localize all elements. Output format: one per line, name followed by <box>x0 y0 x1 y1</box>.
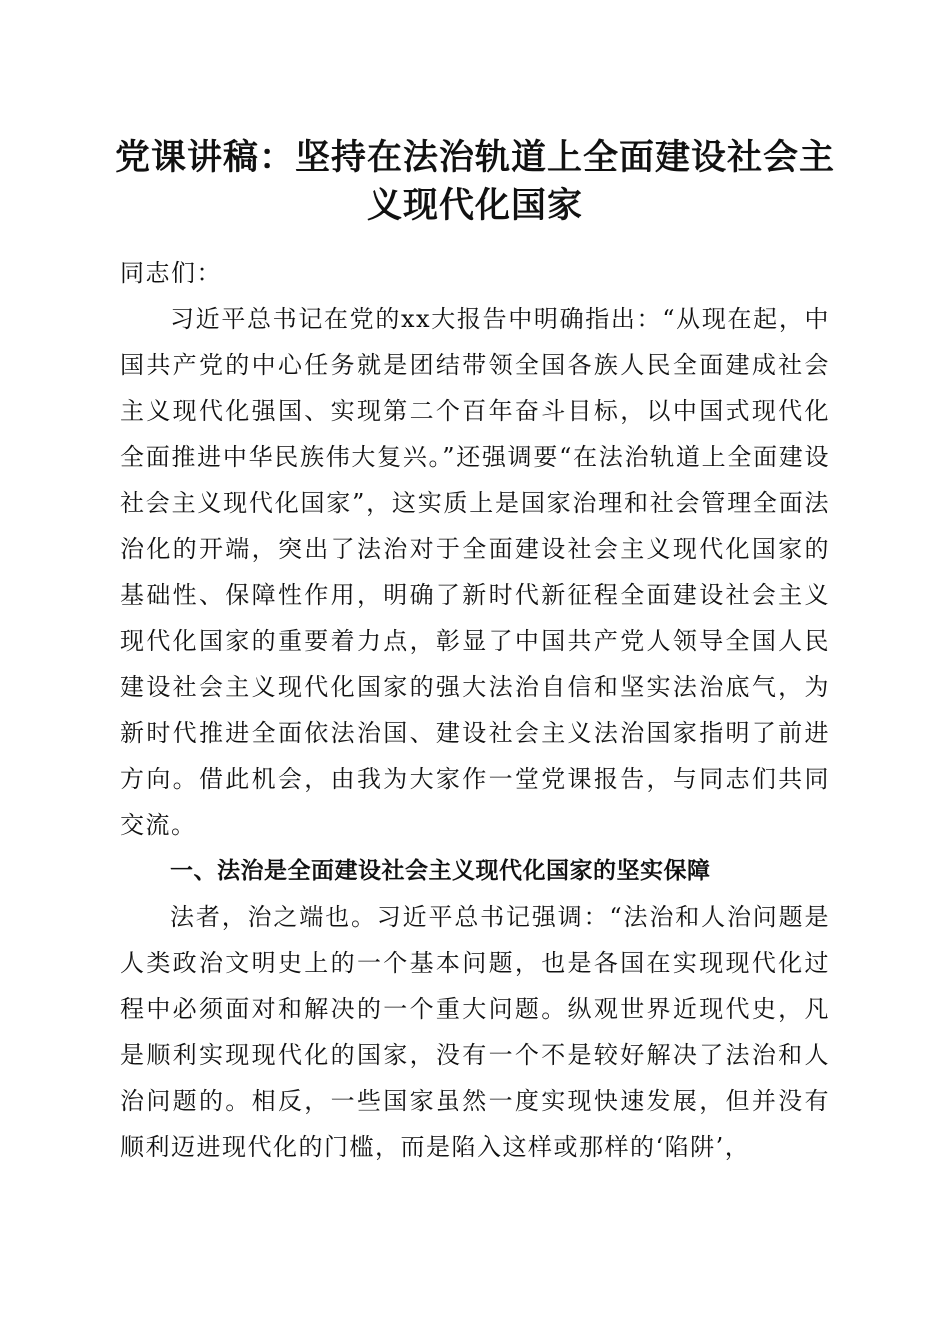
salutation: 同志们： <box>120 259 222 287</box>
paragraph-intro: 习近平总书记在党的xx大报告中明确指出：“从现在起，中国共产党的中心任务就是团结带领全国各族人民全面建成社会主义现代化强国、实现第二个百年奋斗目标，以中国式现代化全面推进中华民族伟大复兴。”还强调要“在法治轨道上全面建设社会主义现代化国家”，这实质上是国家治理和社会管理全面法治化的开端，突出了法治对于全面建设社会主义现代化国家的基础性、保障性作用，明确了新时代新征程全面建设社会主义现代化国家的重要着力点，彰显了中国共产党人领导全国人民建设社会主义现代化国家的强大法治自信和坚实法治底气，为新时代推进全面依法治国、建设社会主义法治国家指明了前进方向。借此机会，由我为大家作一堂党课报告，与同志们共同交流。 <box>120 305 830 839</box>
paragraph-section-1: 法者，治之端也。习近平总书记强调：“法治和人治问题是人类政治文明史上的一个基本问题，也是各国在实现现代化过程中必须面对和解决的一个重大问题。纵观世界近现代史，凡是顺利实现现代化的国家，没有一个不是较好解决了法治和人治问题的。相反，一些国家虽然一度实现快速发展，但并没有顺利迈进现代化的门槛，而是陷入这样或那样的‘陷阱’， <box>120 903 830 1161</box>
section-heading-1: 一、法治是全面建设社会主义现代化国家的坚实保障 <box>170 858 711 884</box>
document-title: 党课讲稿：坚持在法治轨道上全面建设社会主义现代化国家 <box>114 138 835 226</box>
document-body <box>120 250 830 1170</box>
